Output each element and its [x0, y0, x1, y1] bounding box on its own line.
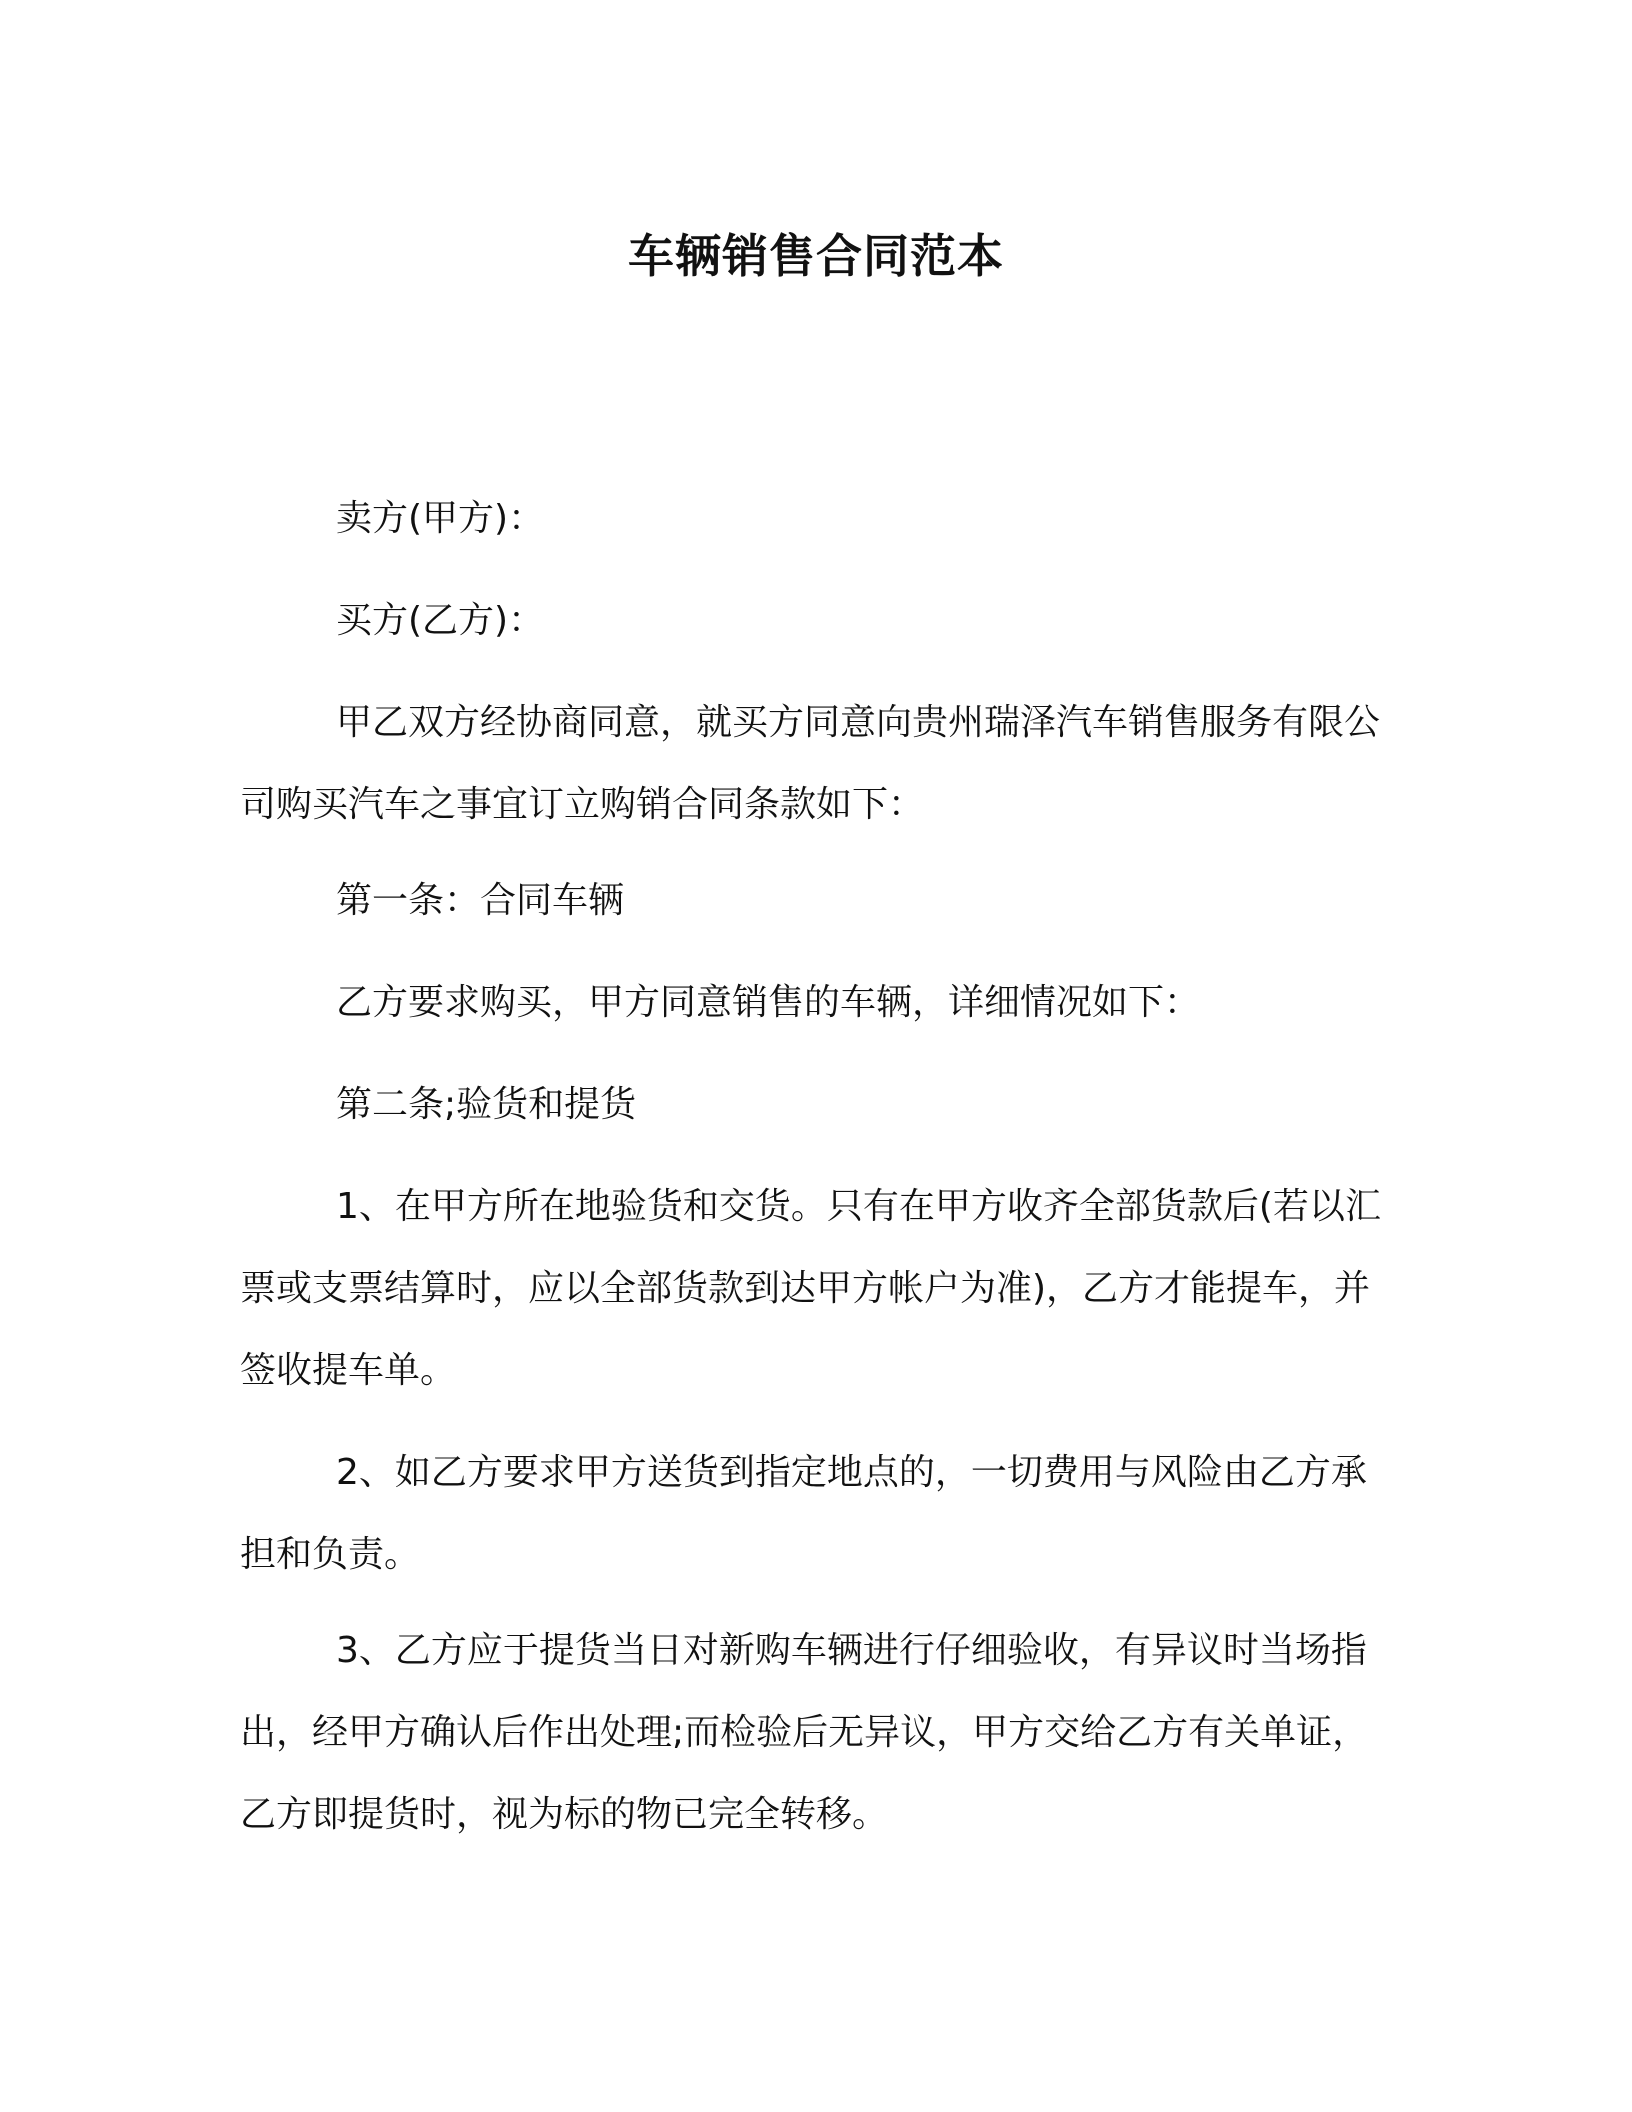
article-1-text: 乙方要求购买，甲方同意销售的车辆，详细情况如下：	[336, 982, 1201, 1023]
intro-paragraph: 甲乙双方经协商同意，就买方同意向贵州瑞泽汽车销售服务有限公司购买汽车之事宜订立购销合同条款如下：	[240, 702, 1381, 825]
seller-line: 卖方(甲方)：	[336, 498, 545, 539]
buyer-line: 买方(乙方)：	[336, 600, 545, 641]
article-2-heading: 第二条;验货和提货	[336, 1084, 637, 1125]
clause-2: 2、如乙方要求甲方送货到指定地点的，一切费用与风险由乙方承担和负责。	[240, 1452, 1367, 1575]
clause-3: 3、乙方应于提货当日对新购车辆进行仔细验收，有异议时当场指出，经甲方确认后作出处理;而检验后无异议，甲方交给乙方有关单证，乙方即提货时，视为标的物已完全转移。	[240, 1630, 1369, 1835]
article-1-heading: 第一条：合同车辆	[336, 880, 625, 921]
clause-1: 1、在甲方所在地验货和交货。只有在甲方收齐全部货款后(若以汇票或支票结算时，应以全部货款到达甲方帐户为准)，乙方才能提车，并签收提车单。	[240, 1186, 1381, 1391]
document-title: 车辆销售合同范本	[628, 229, 1004, 283]
